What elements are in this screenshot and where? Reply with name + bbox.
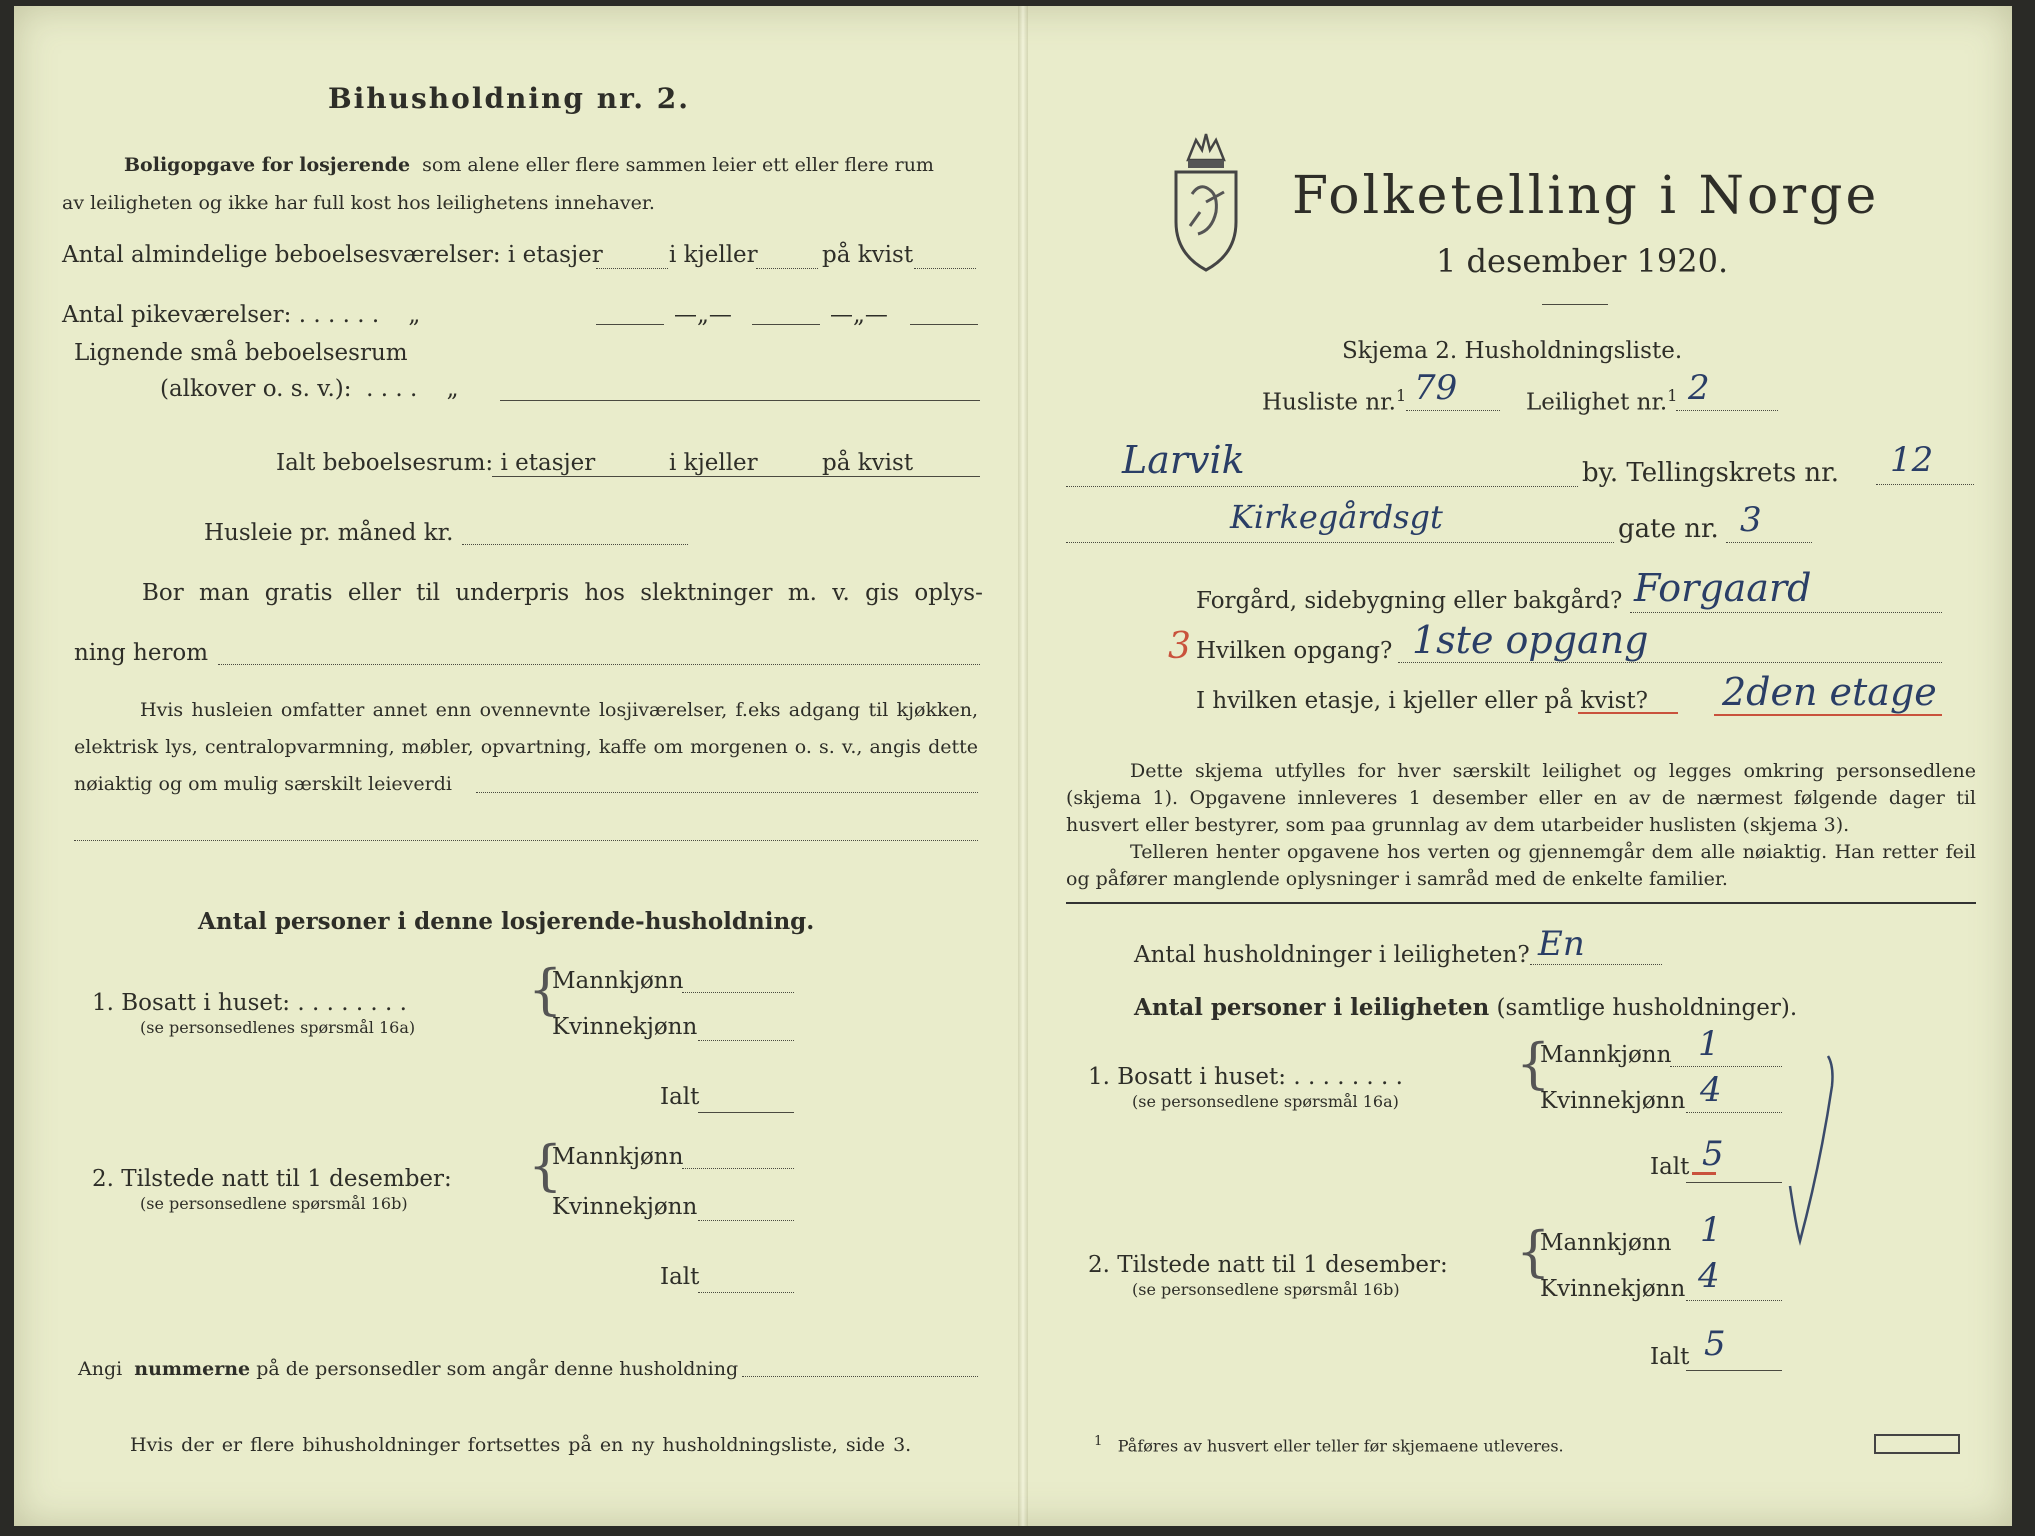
form-title: Folketelling i Norge <box>1292 166 1880 226</box>
leilighet-label: Leilighet nr.$^1$ <box>1526 386 1678 416</box>
left-q1-mann-field[interactable] <box>682 992 794 993</box>
brace: { <box>1516 1032 1551 1095</box>
page-fold <box>1018 6 1028 1526</box>
kvinne-label: Kvinnekjønn <box>552 1194 698 1220</box>
leieverdi-field-2[interactable] <box>74 840 978 841</box>
kjeller-label: i kjeller <box>669 242 758 268</box>
krets-value: 12 <box>1890 440 1934 480</box>
left-q2-note: (se personsedlene spørsmål 16b) <box>140 1194 408 1213</box>
antal-hush-field[interactable] <box>1530 964 1662 965</box>
left-q1-kvinne-field[interactable] <box>698 1040 794 1041</box>
mann-label: Mannkjønn <box>552 968 684 994</box>
instructions-text: Dette skjema utfylles for hver særskilt leilighet og legges omkring personsedlene (skjema 1). Opgavene innleveres 1 desember eller en av de nærmest følgende dager til husvert eller bestyrer, som paa grunnlag av dem utarbeider huslisten (skjema 3). <box>1066 760 1976 836</box>
intro-line1: Boligopgave for losjerende som alene eller flere sammen leier ett eller flere rum <box>124 154 934 176</box>
bor-gratis-text: Bor man gratis eller til underpris hos slektninger m. v. gis oplys- <box>142 580 983 606</box>
section-rule <box>1066 902 1976 904</box>
ialt-label: Ialt <box>660 1084 700 1110</box>
footnote-text: $^1$ Påføres av husvert eller teller før skjemaene utleveres. <box>1094 1434 1564 1456</box>
opgang-field[interactable] <box>1398 662 1942 663</box>
husliste-field[interactable] <box>1406 410 1500 411</box>
left-q1-label: 1. Bosatt i huset: . . . . . . . . <box>92 990 407 1016</box>
right-q2-label: 2. Tilstede natt til 1 desember: <box>1088 1252 1448 1278</box>
left-q1-note: (se personsedlenes spørsmål 16a) <box>140 1018 416 1037</box>
alkover-field[interactable] <box>500 400 980 401</box>
left-title: Bihusholdning nr. 2. <box>328 82 690 115</box>
gate-label: gate nr. <box>1618 514 1719 544</box>
by-field[interactable] <box>1066 486 1578 487</box>
right-q2-kvinne-field[interactable] <box>1686 1300 1782 1301</box>
alkover-label: (alkover o. s. v.): . . . . „ <box>160 376 459 402</box>
husliste-value: 79 <box>1414 368 1458 408</box>
kvinne-label: Kvinnekjønn <box>1540 1276 1686 1302</box>
antal-personer-heading: Antal personer i denne losjerende-husholdning. <box>198 908 815 935</box>
right-q1-mann-field[interactable] <box>1670 1066 1782 1067</box>
ditto-mark: —„— <box>674 302 732 328</box>
antal-hush-question: Antal husholdninger i leiligheten? <box>1134 942 1530 968</box>
etasje-field[interactable] <box>1714 714 1942 716</box>
printer-stamp <box>1874 1434 1960 1454</box>
etasje-underline <box>1578 712 1678 714</box>
by-label: by. Tellingskrets nr. <box>1582 458 1840 488</box>
right-q1-ialt-field[interactable] <box>1686 1182 1782 1183</box>
title-rule <box>1542 304 1608 305</box>
ditto-mark: —„— <box>830 302 888 328</box>
pike-label: Antal pikeværelser: . . . . . . „ <box>62 302 421 328</box>
opgang-value: 1ste opgang <box>1412 618 1649 662</box>
census-form-sheet <box>14 6 2012 1526</box>
husleie-field[interactable] <box>462 544 688 545</box>
husleie-label: Husleie pr. måned kr. <box>204 520 454 546</box>
left-q2-ialt-field[interactable] <box>698 1292 794 1293</box>
kvinne-label: Kvinnekjønn <box>552 1014 698 1040</box>
pike-kvist-field[interactable] <box>910 324 978 325</box>
intro-line2: av leiligheten og ikke har full kost hos leilighetens innehaver. <box>62 192 655 214</box>
pike-etasjer-field[interactable] <box>596 324 664 325</box>
right-q1-kvinne-field[interactable] <box>1686 1112 1782 1113</box>
ialt-label: Ialt <box>1650 1154 1690 1180</box>
antal-rooms-label: Antal almindelige beboelsesværelser: i etasjer <box>62 242 603 268</box>
opgang-mark: 3 <box>1168 626 1191 667</box>
right-q2-mann-value: 1 <box>1700 1210 1722 1250</box>
form-date: 1 desember 1920. <box>1436 242 1729 280</box>
gate-nr-value: 3 <box>1740 500 1762 540</box>
forgard-question: Forgård, sidebygning eller bakgård? <box>1196 588 1623 614</box>
gate-field[interactable] <box>1066 542 1614 543</box>
right-q1-kvinne-value: 4 <box>1700 1070 1722 1110</box>
kvist-label: på kvist <box>822 242 914 268</box>
pike-kjeller-field[interactable] <box>752 324 820 325</box>
oplysning-field[interactable] <box>218 664 980 665</box>
by-value: Larvik <box>1122 438 1245 482</box>
opgang-question: Hvilken opgang? <box>1196 638 1393 664</box>
kjeller-field[interactable] <box>756 268 818 269</box>
krets-field[interactable] <box>1876 484 1974 485</box>
leilighet-field[interactable] <box>1676 410 1778 411</box>
leieverdi-field[interactable] <box>476 792 978 793</box>
right-q1-label: 1. Bosatt i huset: . . . . . . . . <box>1088 1064 1403 1090</box>
gate-value: Kirkegårdsgt <box>1230 498 1443 536</box>
skjema-label: Skjema 2. Husholdningsliste. <box>1342 338 1683 364</box>
ialt-label: Ialt <box>1650 1344 1690 1370</box>
right-q1-mann-value: 1 <box>1698 1024 1720 1064</box>
right-q2-ialt-field[interactable] <box>1686 1370 1782 1371</box>
brace: { <box>528 1134 563 1197</box>
husliste-label: Husliste nr.$^1$ <box>1262 386 1407 416</box>
right-q1-ialt-value: 5 <box>1702 1134 1724 1174</box>
forgard-value: Forgaard <box>1634 566 1812 610</box>
right-q2-kvinne-value: 4 <box>1698 1256 1720 1296</box>
left-q2-kvinne-field[interactable] <box>698 1220 794 1221</box>
lignende-label: Lignende små beboelsesrum <box>74 340 408 366</box>
brace: { <box>1516 1220 1551 1283</box>
ialt-rum-label: Ialt beboelsesrum: i etasjer <box>276 450 596 476</box>
coat-of-arms-icon <box>1166 122 1246 272</box>
forgard-field[interactable] <box>1630 612 1942 613</box>
left-q2-label: 2. Tilstede natt til 1 desember: <box>92 1166 452 1192</box>
ialt-check-mark <box>1692 1172 1716 1175</box>
left-footer: Hvis der er flere bihusholdninger fortsettes på en ny husholdningsliste, side 3. <box>130 1434 912 1456</box>
mann-label: Mannkjønn <box>1540 1042 1672 1068</box>
hvis-husleien-text: Hvis husleien omfatter annet enn ovennevnte losjiværelser, f.eks adgang til kjøkken, elektrisk lys, centralopvarmning, møbler, opvartning, kaffe om morgenen o. s. v., angis dette nøiaktig og om mulig særskilt leieverdi <box>74 699 978 795</box>
left-q2-mann-field[interactable] <box>682 1168 794 1169</box>
right-q2-ialt-value: 5 <box>1704 1324 1726 1364</box>
kvist-label: på kvist <box>822 450 914 476</box>
antal-hush-value: En <box>1538 924 1585 964</box>
ialt-label: Ialt <box>660 1264 700 1290</box>
instructions-text-2: Telleren henter opgavene hos verten og gjennemgår dem alle nøiaktig. Han retter feil og påfører manglende oplysninger i samråd med de enkelte familier. <box>1066 841 1976 890</box>
etasje-value: 2den etage <box>1722 670 1937 714</box>
brace: { <box>528 958 563 1021</box>
etasjer-field[interactable] <box>596 268 668 269</box>
right-q2-note: (se personsedlene spørsmål 16b) <box>1132 1280 1400 1299</box>
mann-label: Mannkjønn <box>1540 1230 1672 1256</box>
gate-nr-field[interactable] <box>1726 542 1812 543</box>
angi-text: Angi nummerne på de personsedler som angår denne husholdning <box>78 1358 739 1380</box>
ialt-rum-field[interactable] <box>492 476 980 477</box>
check-tick-mark <box>1784 1046 1844 1246</box>
kvinne-label: Kvinnekjønn <box>1540 1088 1686 1114</box>
mann-label: Mannkjønn <box>552 1144 684 1170</box>
antal-pers-heading: Antal personer i leiligheten (samtlige husholdninger). <box>1134 994 1798 1021</box>
left-q1-ialt-field[interactable] <box>698 1112 794 1113</box>
etasje-question: I hvilken etasje, i kjeller eller på kvist? <box>1196 688 1648 714</box>
kjeller-label: i kjeller <box>669 450 758 476</box>
leilighet-value: 2 <box>1688 368 1710 408</box>
nummerne-field[interactable] <box>742 1376 978 1377</box>
right-q1-note: (se personsedlene spørsmål 16a) <box>1132 1092 1399 1111</box>
kvist-field[interactable] <box>914 268 976 269</box>
ning-herom-label: ning herom <box>74 640 209 666</box>
